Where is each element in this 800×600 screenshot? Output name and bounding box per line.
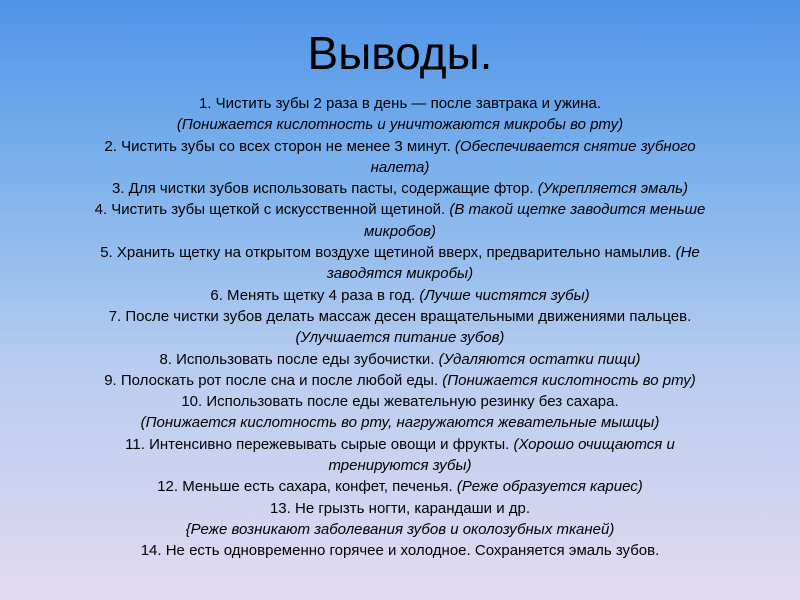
effect-note: (Понижается кислотность и уничтожаются микробы во рту) <box>176 116 624 134</box>
list-line <box>14 519 786 540</box>
slide-title: Выводы. <box>307 27 493 79</box>
effect-note: заводятся микробы) <box>326 265 474 283</box>
recommendation-text: 8. Использовать после еды зубочистки. <box>159 350 435 368</box>
effect-note: налета) <box>370 158 430 176</box>
effect-note: (Улучшается питание зубов) <box>295 329 505 347</box>
list-line <box>14 157 786 178</box>
list-line <box>14 306 786 327</box>
list-line <box>14 114 786 135</box>
recommendation-text: 7. После чистки зубов делать массаж десен вращательными движениями пальцев. <box>108 307 692 325</box>
effect-note: (Понижается кислотность во рту, нагружаются жевательные мышцы) <box>140 414 660 432</box>
effect-note: микробов) <box>364 222 436 240</box>
recommendation-text: 10. Использовать после еды жевательную резинку без сахара. <box>181 393 619 411</box>
list-line <box>14 285 786 306</box>
list-line <box>14 412 786 433</box>
conclusions-list <box>14 93 786 562</box>
list-line <box>14 540 786 561</box>
recommendation-text: 6. Менять щетку 4 раза в год. <box>210 286 416 304</box>
effect-note: (Обеспечивается снятие зубного <box>454 137 696 155</box>
recommendation-text: 11. Интенсивно пережевывать сырые овощи и фрукты. <box>125 435 510 453</box>
list-line <box>14 327 786 348</box>
effect-note: (Понижается кислотность во рту) <box>442 371 696 389</box>
effect-note: (В такой щетке заводится меньше <box>449 201 706 219</box>
recommendation-text: 2. Чистить зубы со всех сторон не менее 3 минут. <box>104 137 451 155</box>
effect-note: {Реже возникают заболевания зубов и околозубных тканей) <box>185 520 615 538</box>
list-line <box>14 498 786 519</box>
list-line <box>14 178 786 199</box>
effect-note: тренируются зубы) <box>328 457 472 475</box>
list-line <box>14 370 786 391</box>
list-line <box>14 242 786 263</box>
recommendation-text: 1. Чистить зубы 2 раза в день — после завтрака и ужина. <box>198 95 602 112</box>
list-line <box>14 391 786 412</box>
effect-note: (Хорошо очищаются и <box>513 435 675 453</box>
list-line <box>14 221 786 242</box>
effect-note: (Укрепляется эмаль) <box>537 180 688 198</box>
recommendation-text: 12. Меньше есть сахара, конфет, печенья. <box>157 478 453 496</box>
recommendation-text: 5. Хранить щетку на открытом воздухе щетиной вверх, предварительно намылив. <box>100 244 672 262</box>
list-line <box>14 136 786 157</box>
list-line <box>14 434 786 455</box>
effect-note: (Удаляются остатки пищи) <box>438 350 641 368</box>
effect-note: (Лучше чистятся зубы) <box>419 286 590 304</box>
list-line <box>14 349 786 370</box>
list-line <box>14 455 786 476</box>
list-line <box>14 263 786 284</box>
recommendation-text: 3. Для чистки зубов использовать пасты, содержащие фтор. <box>112 180 534 198</box>
effect-note: (Реже образуется кариес) <box>456 478 643 496</box>
effect-note: (Не <box>675 244 700 262</box>
recommendation-text: 4. Чистить зубы щеткой с искусственной щетиной. <box>94 201 446 219</box>
list-line <box>14 199 786 220</box>
recommendation-text: 14. Не есть одновременно горячее и холодное. Сохраняется эмаль зубов. <box>140 542 660 560</box>
recommendation-text: 9. Полоскать рот после сна и после любой еды. <box>104 371 439 389</box>
recommendation-text: 13. Не грызть ногти, карандаши и др. <box>269 499 531 517</box>
list-line <box>14 93 786 114</box>
list-line <box>14 476 786 497</box>
